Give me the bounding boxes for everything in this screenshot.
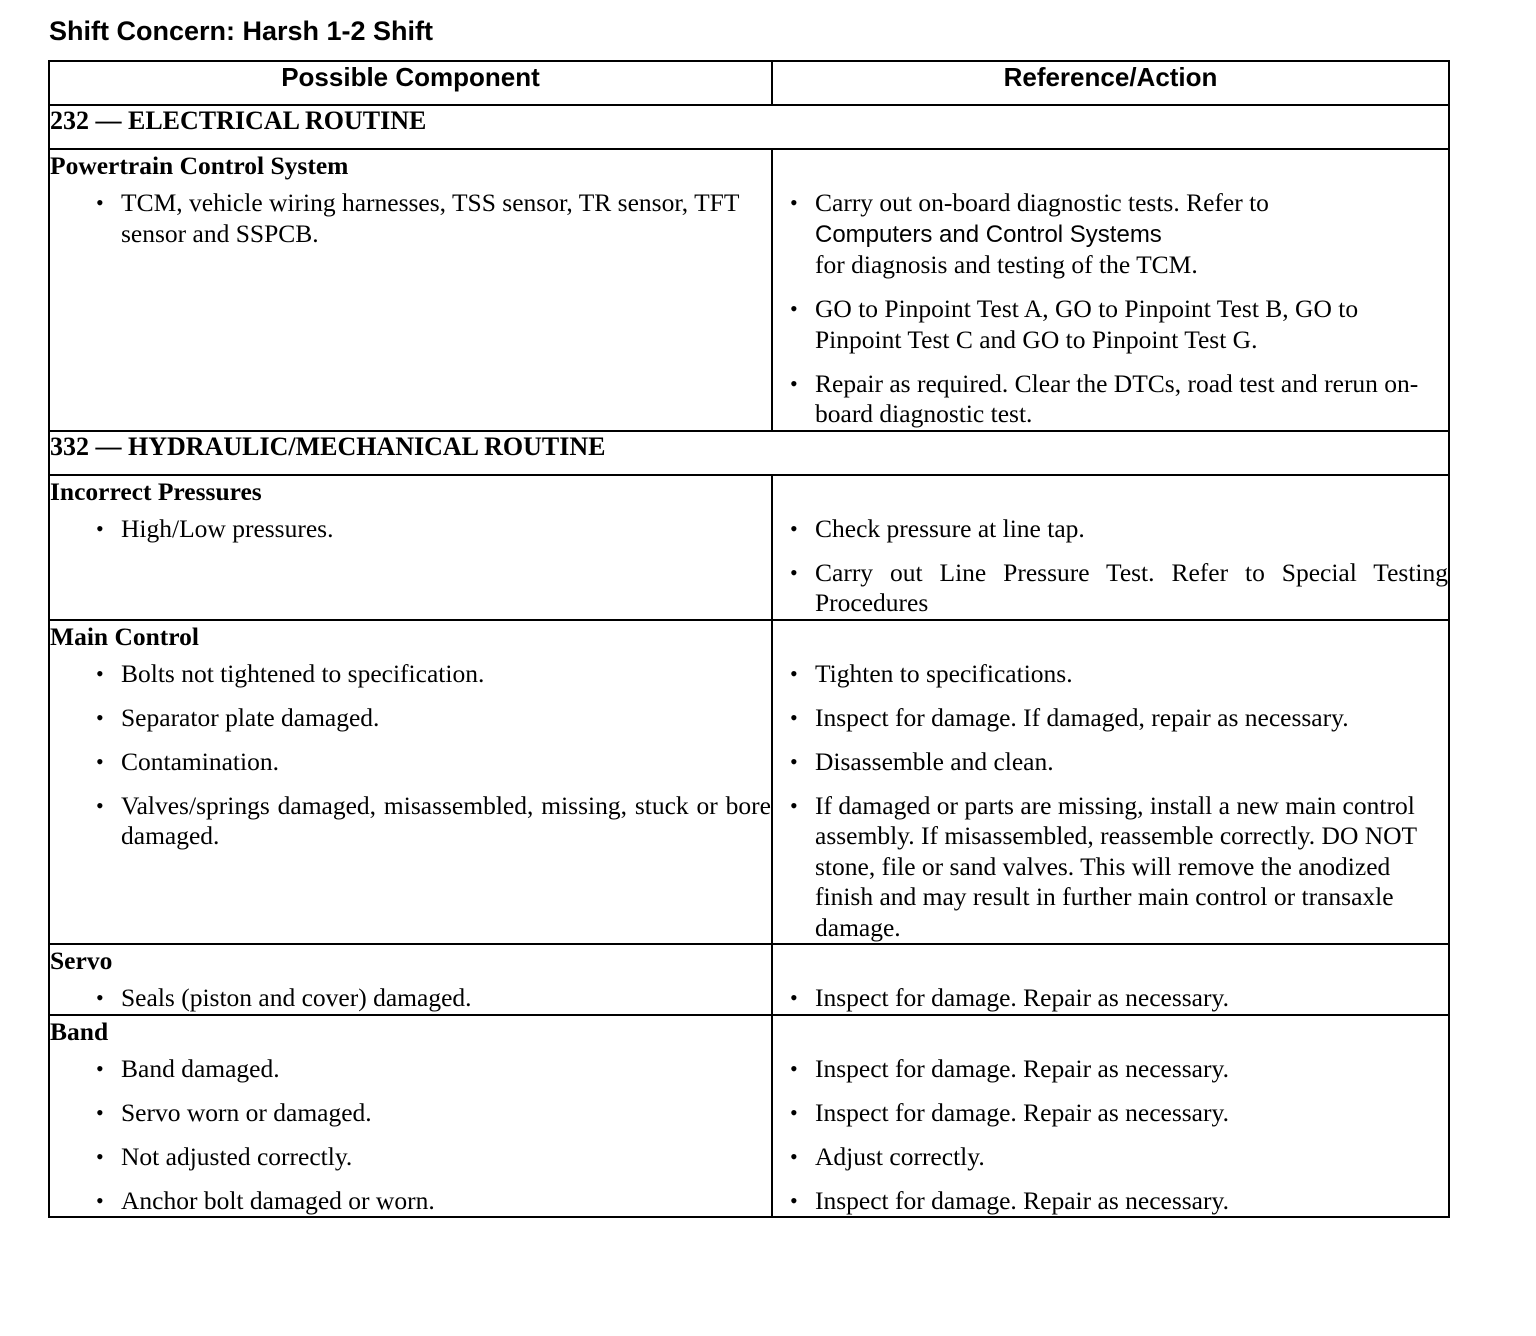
component-list [50, 514, 771, 545]
action-list [773, 659, 1448, 944]
component-text: Servo worn or damaged. [121, 1097, 372, 1127]
list-item: • Repair as required. Clear the DTCs, road test and rerun on-board diagnostic test. [790, 368, 1419, 428]
list-item: • Inspect for damage. Repair as necessary. [790, 1097, 1229, 1127]
component-text: Anchor bolt damaged or worn. [121, 1185, 435, 1215]
component-heading: Servo [50, 946, 113, 975]
list-item: • Servo worn or damaged. [96, 1097, 372, 1127]
list-item: • Carry out on-board diagnostic tests. Refer to Computers and Control Systems for diagnosis and testing of the TCM. [790, 188, 1269, 279]
routine-row [49, 431, 1449, 475]
list-item: • Inspect for damage. Repair as necessary. [790, 1185, 1229, 1215]
list-item: • Valves/springs damaged, misassembled, missing, stuck or bore damaged. [96, 790, 771, 850]
reference-link[interactable]: Computers and Control Systems [815, 220, 1162, 248]
component-cell [49, 620, 772, 945]
component-text: Band damaged. [121, 1053, 280, 1083]
list-item: • Check pressure at line tap. [790, 513, 1085, 543]
component-list [50, 188, 771, 249]
component-heading: Main Control [50, 621, 199, 651]
list-item: • GO to Pinpoint Test A, GO to Pinpoint Test B, GO to Pinpoint Test C and GO to Pinpoint Test G. [790, 294, 1359, 354]
action-text: Adjust correctly. [815, 1141, 985, 1171]
list-item: • Inspect for damage. Repair as necessary. [790, 1053, 1229, 1083]
component-list [50, 1054, 771, 1217]
header-row [49, 61, 1449, 105]
component-text: Not adjusted correctly. [121, 1141, 353, 1171]
column-header-component: Possible Component [49, 61, 772, 105]
list-item: • Band damaged. [96, 1053, 280, 1083]
action-text: Inspect for damage. Repair as necessary. [815, 1053, 1229, 1083]
component-text: TCM, vehicle wiring harnesses, TSS sensor, TR sensor, TFT sensor and SSPCB. [121, 188, 739, 248]
action-cell [772, 475, 1449, 620]
list-item: • Seals (piston and cover) damaged. [96, 983, 472, 1012]
list-item: • Inspect for damage. Repair as necessary. [790, 983, 1229, 1012]
component-heading: Band [50, 1016, 109, 1046]
action-text: Inspect for damage. Repair as necessary. [815, 1185, 1229, 1215]
component-text: Seals (piston and cover) damaged. [121, 983, 472, 1012]
action-text: for diagnosis and testing of the TCM. [815, 250, 1198, 279]
list-item: • Not adjusted correctly. [96, 1141, 353, 1171]
list-item: • High/Low pressures. [96, 513, 334, 543]
component-text: Separator plate damaged. [121, 702, 380, 732]
component-text: Bolts not tightened to specification. [121, 658, 485, 688]
action-text: If damaged or parts are missing, install a new main control assembly. If misassembled, reassemble correctly. DO NOT stone, file or sand valves. This will remove the anodized finish and may result in further main control or transaxle damage. [815, 790, 1417, 942]
action-list [773, 983, 1448, 1014]
list-item: • Bolts not tightened to specification. [96, 658, 485, 688]
routine-title-hydraulic: 332 — HYDRAULIC/MECHANICAL ROUTINE [49, 431, 1449, 475]
list-item: • Tighten to specifications. [790, 658, 1073, 688]
list-item: • TCM, vehicle wiring harnesses, TSS sensor, TR sensor, TFT sensor and SSPCB. [96, 188, 739, 248]
action-text: GO to Pinpoint Test A, GO to Pinpoint Test B, GO to Pinpoint Test C and GO to Pinpoint Test G. [815, 294, 1359, 354]
action-text: Inspect for damage. Repair as necessary. [815, 983, 1229, 1012]
component-cell [49, 149, 772, 431]
action-text: Inspect for damage. If damaged, repair as necessary. [815, 702, 1349, 732]
action-list [773, 514, 1448, 619]
table-row [49, 620, 1449, 945]
component-cell [49, 944, 772, 1015]
table-row [49, 944, 1449, 1015]
column-header-action: Reference/Action [772, 61, 1449, 105]
component-heading: Incorrect Pressures [50, 476, 262, 506]
list-item: • Disassemble and clean. [790, 746, 1054, 776]
routine-row [49, 105, 1449, 149]
component-text: Contamination. [121, 746, 279, 776]
action-cell [772, 620, 1449, 945]
action-list [773, 188, 1448, 430]
action-text: Repair as required. Clear the DTCs, road test and rerun on-board diagnostic test. [815, 368, 1419, 428]
diagnosis-table [48, 60, 1450, 1218]
component-cell [49, 1015, 772, 1218]
action-text: Carry out on-board diagnostic tests. Refer to [815, 188, 1269, 217]
list-item: • Contamination. [96, 746, 279, 776]
action-text: Inspect for damage. Repair as necessary. [815, 1097, 1229, 1127]
routine-title-electrical: 232 — ELECTRICAL ROUTINE [49, 105, 1449, 149]
action-text: Carry out Line Pressure Test. Refer to Special Testing Procedures [815, 557, 1448, 617]
list-item: • Carry out Line Pressure Test. Refer to Special Testing Procedures [790, 557, 1448, 617]
component-heading: Powertrain Control System [50, 151, 349, 180]
table-row [49, 149, 1449, 431]
page-title: Shift Concern: Harsh 1-2 Shift [49, 16, 434, 46]
list-item: • Separator plate damaged. [96, 702, 380, 732]
component-list [50, 659, 771, 852]
action-cell [772, 1015, 1449, 1218]
action-list [773, 1054, 1448, 1217]
component-cell [49, 475, 772, 620]
action-text: Disassemble and clean. [815, 746, 1054, 776]
table-row [49, 1015, 1449, 1218]
component-text: Valves/springs damaged, misassembled, missing, stuck or bore damaged. [121, 790, 771, 850]
list-item: • Inspect for damage. If damaged, repair as necessary. [790, 702, 1349, 732]
list-item: • Anchor bolt damaged or worn. [96, 1185, 435, 1215]
action-text: Check pressure at line tap. [815, 513, 1085, 543]
list-item: • If damaged or parts are missing, install a new main control assembly. If misassembled, reassemble correctly. DO NOT stone, file or sand valves. This will remove the anodized finish and may result in further main control or transaxle damage. [790, 790, 1417, 942]
action-cell [772, 944, 1449, 1015]
list-item: • Adjust correctly. [790, 1141, 985, 1171]
component-text: High/Low pressures. [121, 513, 334, 543]
component-list [50, 983, 771, 1014]
action-cell [772, 149, 1449, 431]
action-text: Tighten to specifications. [815, 658, 1073, 688]
table-row [49, 475, 1449, 620]
